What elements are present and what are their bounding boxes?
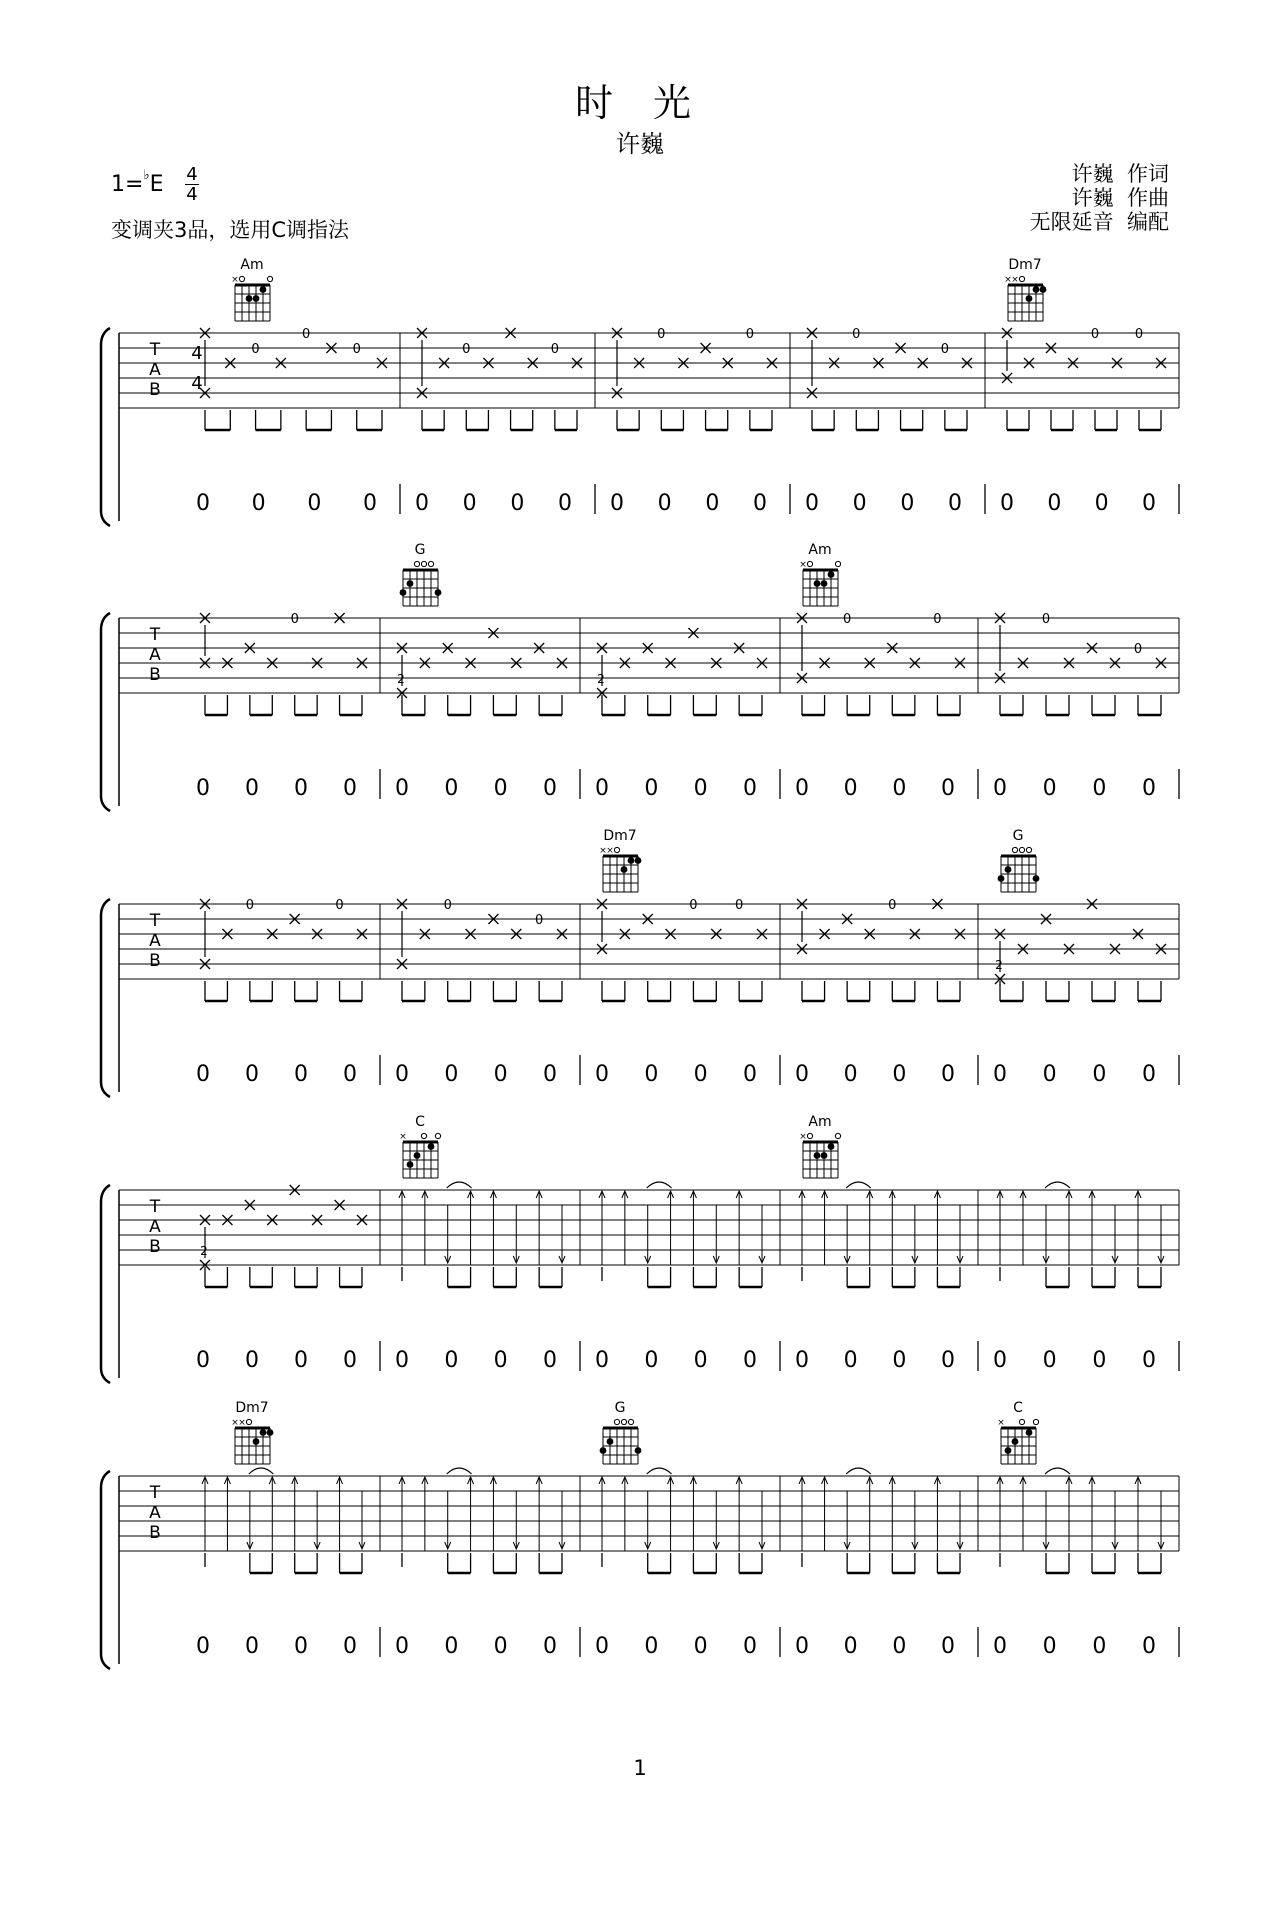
finger-dot: [407, 580, 414, 587]
rhythm-digit: 0: [395, 1062, 409, 1087]
muted-string-mark: ×: [231, 1418, 239, 1428]
fret-number: 2: [995, 958, 1003, 972]
rhythm-digit: 0: [196, 776, 210, 801]
rhythm-digit: 0: [1092, 1634, 1107, 1659]
open-string-mark: [807, 1133, 812, 1138]
chord-name: G: [414, 542, 426, 558]
open-string-mark: [1012, 847, 1017, 852]
finger-dot: [414, 1152, 421, 1159]
finger-dot: [1033, 286, 1040, 293]
rhythm-digit: 0: [644, 1634, 659, 1659]
finger-dot: [621, 866, 628, 873]
rhythm-digit: 0: [395, 1348, 409, 1373]
open-string-mark: [239, 276, 244, 281]
muted-string-mark: ×: [399, 1132, 407, 1142]
rhythm-digit: 0: [294, 1062, 308, 1087]
artist-name: 许巍: [616, 130, 664, 158]
rhythm-measure: [395, 1627, 580, 1659]
rhythm-measure: [993, 769, 1179, 801]
rhythm-digit: 0: [462, 491, 477, 516]
rhythm-digit: 0: [558, 491, 572, 516]
rhythm-digit: 0: [993, 1634, 1007, 1659]
finger-dot: [260, 1429, 267, 1436]
rhythm-digit: 0: [196, 491, 210, 516]
system-bracket: [101, 328, 110, 526]
chord-diagram: [799, 1114, 840, 1178]
rhythm-digit: 0: [843, 1348, 858, 1373]
fret-number: 0: [443, 898, 452, 913]
tab-letter: B: [149, 1237, 161, 1257]
chord-name: C: [415, 1114, 425, 1130]
fret-number: 2: [200, 1244, 208, 1258]
fret-number: 0: [940, 342, 949, 357]
finger-dot: [400, 589, 407, 596]
muted-string-mark: ×: [238, 1418, 246, 1428]
rhythm-digit: 0: [1042, 1062, 1057, 1087]
tab-time-signature: 4: [191, 343, 203, 364]
rhythm-digit: 0: [1042, 1348, 1057, 1373]
muted-string-mark: ×: [997, 1418, 1005, 1428]
rhythm-measure: [795, 1341, 978, 1373]
rhythm-digit: 0: [294, 776, 308, 801]
rhythm-digit: 0: [493, 1634, 508, 1659]
fret-number: 0: [1090, 327, 1100, 342]
page-number: 1: [633, 1756, 647, 1780]
rhythm-digit: 0: [693, 1348, 708, 1373]
tie-arc: [1045, 1468, 1070, 1474]
rhythm-measure: [805, 484, 985, 516]
rhythm-measure: [595, 1341, 780, 1373]
rhythm-digit: 0: [644, 1062, 659, 1087]
rhythm-digit: 0: [753, 491, 767, 516]
open-string-mark: [421, 1133, 426, 1138]
rhythm-measure: [196, 1627, 380, 1659]
chord-diagram: [231, 257, 272, 321]
tab-letter: B: [149, 380, 161, 400]
tab-system: [101, 1182, 1179, 1383]
fret-number: 2: [397, 672, 405, 686]
tab-letter: A: [149, 645, 161, 665]
chord-name: C: [1013, 1400, 1023, 1416]
rhythm-measure: [595, 1055, 780, 1087]
fret-number: 0: [689, 898, 698, 913]
credit-music: 许巍 作曲: [1071, 186, 1169, 210]
rhythm-digit: 0: [196, 1062, 210, 1087]
rhythm-digit: 0: [795, 1348, 809, 1373]
muted-string-mark: ×: [1004, 275, 1012, 285]
rhythm-digit: 0: [693, 776, 708, 801]
finger-dot: [1005, 866, 1012, 873]
rhythm-digit: 0: [795, 1062, 809, 1087]
finger-dot: [1026, 1429, 1033, 1436]
finger-dot: [1026, 295, 1033, 302]
rhythm-digit: 0: [415, 491, 429, 516]
fret-number: 0: [745, 327, 754, 342]
rhythm-digit: 0: [1047, 491, 1062, 516]
muted-string-mark: ×: [1011, 275, 1019, 285]
rhythm-digit: 0: [363, 491, 377, 516]
rhythm-digit: 0: [795, 776, 809, 801]
fret-number: 0: [251, 342, 260, 357]
finger-dot: [1012, 1438, 1019, 1445]
tie-arc: [846, 1468, 871, 1474]
rhythm-digit: 0: [843, 1634, 858, 1659]
finger-dot: [246, 295, 253, 302]
rhythm-digit: 0: [843, 776, 858, 801]
tab-system: [101, 898, 1179, 1097]
tab-letter: B: [149, 1523, 161, 1543]
rhythm-digit: 0: [993, 1348, 1007, 1373]
rhythm-digit: 0: [900, 491, 915, 516]
rhythm-digit: 0: [1092, 1062, 1107, 1087]
rhythm-digit: 0: [941, 1348, 955, 1373]
fret-number: 0: [735, 898, 744, 913]
fret-number: 2: [597, 672, 605, 686]
rhythm-digit: 0: [245, 776, 259, 801]
rhythm-measure: [196, 769, 380, 801]
rhythm-digit: 0: [892, 1348, 907, 1373]
fret-number: 0: [335, 898, 344, 913]
open-string-mark: [246, 1419, 251, 1424]
muted-string-mark: ×: [799, 1132, 807, 1142]
chord-diagram: [231, 1400, 273, 1464]
open-string-mark: [428, 561, 433, 566]
tab-letter: T: [149, 1197, 161, 1217]
system-bracket: [101, 1471, 110, 1669]
rhythm-measure: [1000, 484, 1179, 516]
tab-system: [101, 1468, 1179, 1669]
rhythm-digit: 0: [852, 491, 867, 516]
rhythm-digit: 0: [343, 1348, 357, 1373]
rhythm-digit: 0: [196, 1348, 210, 1373]
tab-measure: [200, 1185, 367, 1287]
fret-number: 0: [657, 327, 666, 342]
rhythm-digit: 0: [1042, 776, 1057, 801]
rhythm-measure: [196, 484, 400, 516]
rhythm-digit: 0: [307, 491, 322, 516]
rhythm-digit: 0: [1042, 1634, 1057, 1659]
tab-letter: A: [149, 1217, 161, 1237]
tie-arc: [447, 1468, 472, 1474]
open-string-mark: [267, 276, 272, 281]
rhythm-digit: 0: [543, 1634, 557, 1659]
chord-name: G: [1012, 828, 1024, 844]
rhythm-measure: [795, 1627, 978, 1659]
finger-dot: [628, 857, 635, 864]
rhythm-measure: [395, 1341, 580, 1373]
finger-dot: [607, 1438, 614, 1445]
rhythm-digit: 0: [1142, 1634, 1156, 1659]
rhythm-digit: 0: [595, 1062, 609, 1087]
rhythm-measure: [415, 484, 595, 516]
capo-instruction: 变调夹3品，选用C调指法: [111, 218, 350, 242]
rhythm-measure: [196, 1341, 380, 1373]
chord-name: Am: [240, 257, 264, 273]
rhythm-digit: 0: [743, 776, 757, 801]
rhythm-digit: 0: [1092, 776, 1107, 801]
chord-name: Dm7: [603, 828, 637, 844]
open-string-mark: [628, 1419, 633, 1424]
rhythm-digit: 0: [1094, 491, 1109, 516]
open-string-mark: [421, 561, 426, 566]
rhythm-measure: [610, 484, 790, 516]
rhythm-digit: 0: [343, 1062, 357, 1087]
song-title: 时 光: [574, 81, 706, 125]
rhythm-digit: 0: [743, 1062, 757, 1087]
chord-diagram: [799, 542, 840, 606]
fret-number: 0: [888, 898, 897, 913]
rhythm-digit: 0: [595, 1634, 609, 1659]
rhythm-digit: 0: [543, 1348, 557, 1373]
rhythm-digit: 0: [941, 1062, 955, 1087]
finger-dot: [828, 571, 835, 578]
rhythm-measure: [993, 1055, 1179, 1087]
finger-dot: [1040, 286, 1047, 293]
time-signature-top: 4: [186, 164, 198, 185]
open-string-mark: [621, 1419, 626, 1424]
system-bracket: [101, 613, 110, 811]
rhythm-digit: 0: [610, 491, 624, 516]
rhythm-digit: 0: [843, 1062, 858, 1087]
rhythm-measure: [795, 769, 978, 801]
rhythm-digit: 0: [941, 1634, 955, 1659]
tie-arc: [647, 1468, 672, 1474]
tab-measure: [995, 899, 1166, 1001]
tab-letter: T: [149, 1483, 161, 1503]
fret-number: 0: [550, 342, 559, 357]
rhythm-digit: 0: [543, 1062, 557, 1087]
rhythm-digit: 0: [693, 1062, 708, 1087]
rhythm-digit: 0: [251, 491, 266, 516]
system-bracket: [101, 1185, 110, 1383]
fret-number: 0: [843, 612, 852, 627]
chord-name: Dm7: [1008, 257, 1042, 273]
fret-number: 0: [852, 327, 861, 342]
rhythm-digit: 0: [510, 491, 525, 516]
rhythm-digit: 0: [1142, 1348, 1156, 1373]
finger-dot: [253, 295, 260, 302]
rhythm-measure: [993, 1627, 1179, 1659]
rhythm-digit: 0: [294, 1348, 308, 1373]
rhythm-measure: [395, 769, 580, 801]
finger-dot: [635, 857, 642, 864]
finger-dot: [635, 1447, 642, 1454]
tab-measure: [397, 628, 567, 715]
rhythm-digit: 0: [543, 776, 557, 801]
tab-measure: [597, 628, 767, 715]
rhythm-measure: [595, 769, 780, 801]
chord-diagram: [400, 542, 442, 606]
rhythm-measure: [595, 1627, 780, 1659]
fret-number: 0: [245, 898, 254, 913]
tab-time-signature: 4: [191, 373, 203, 394]
open-string-mark: [807, 561, 812, 566]
chord-name: G: [614, 1400, 626, 1416]
credit-lyrics: 许巍 作词: [1071, 162, 1169, 186]
key-prefix: 1=: [111, 172, 144, 197]
muted-string-mark: ×: [231, 275, 239, 285]
rhythm-digit: 0: [993, 776, 1007, 801]
tab-letter: A: [149, 931, 161, 951]
rhythm-digit: 0: [795, 1634, 809, 1659]
open-string-mark: [614, 1419, 619, 1424]
muted-string-mark: ×: [599, 846, 607, 856]
rhythm-digit: 0: [395, 776, 409, 801]
open-string-mark: [1019, 276, 1024, 281]
rhythm-digit: 0: [941, 776, 955, 801]
rhythm-digit: 0: [444, 776, 459, 801]
rhythm-digit: 0: [644, 1348, 659, 1373]
fret-number: 0: [535, 913, 544, 928]
fret-number: 0: [462, 342, 471, 357]
chord-diagram: [997, 1400, 1038, 1464]
finger-dot: [600, 1447, 607, 1454]
rhythm-digit: 0: [1000, 491, 1014, 516]
muted-string-mark: ×: [799, 560, 807, 570]
chord-diagram: [399, 1114, 440, 1178]
finger-dot: [1005, 1447, 1012, 1454]
finger-dot: [821, 580, 828, 587]
open-string-mark: [835, 561, 840, 566]
tab-system: [101, 327, 1179, 526]
rhythm-digit: 0: [493, 776, 508, 801]
fret-number: 0: [352, 342, 361, 357]
finger-dot: [407, 1161, 414, 1168]
rhythm-digit: 0: [705, 491, 720, 516]
rhythm-digit: 0: [657, 491, 672, 516]
open-string-mark: [1019, 847, 1024, 852]
rhythm-digit: 0: [743, 1348, 757, 1373]
fret-number: 0: [290, 612, 299, 627]
tab-letter: A: [149, 360, 161, 380]
finger-dot: [260, 286, 267, 293]
rhythm-measure: [395, 1055, 580, 1087]
fret-number: 0: [302, 327, 311, 342]
rhythm-digit: 0: [743, 1634, 757, 1659]
rhythm-digit: 0: [892, 1634, 907, 1659]
finger-dot: [814, 1152, 821, 1159]
chord-diagram: [1004, 257, 1046, 321]
tie-arc: [846, 1182, 871, 1188]
chord-diagram: [600, 1400, 642, 1464]
fret-number: 0: [1134, 327, 1144, 342]
key-letter: E: [149, 172, 164, 197]
open-string-mark: [614, 847, 619, 852]
tab-letter: A: [149, 1503, 161, 1523]
tie-arc: [1045, 1182, 1070, 1188]
rhythm-digit: 0: [444, 1348, 459, 1373]
rhythm-digit: 0: [493, 1348, 508, 1373]
rhythm-digit: 0: [644, 776, 659, 801]
rhythm-digit: 0: [245, 1062, 259, 1087]
rhythm-measure: [795, 1055, 978, 1087]
flat-symbol: ♭: [143, 168, 150, 183]
credit-arrangement: 无限延音 编配: [1029, 210, 1169, 234]
rhythm-digit: 0: [693, 1634, 708, 1659]
rhythm-digit: 0: [444, 1062, 459, 1087]
fret-number: 0: [1133, 642, 1143, 657]
rhythm-digit: 0: [343, 776, 357, 801]
rhythm-digit: 0: [196, 1634, 210, 1659]
tab-system: [101, 612, 1179, 811]
finger-dot: [1033, 875, 1040, 882]
time-signature-bottom: 4: [186, 184, 198, 205]
rhythm-digit: 0: [444, 1634, 459, 1659]
chord-diagram: [599, 828, 641, 892]
finger-dot: [253, 1438, 260, 1445]
rhythm-digit: 0: [595, 776, 609, 801]
rhythm-digit: 0: [948, 491, 962, 516]
finger-dot: [998, 875, 1005, 882]
rhythm-digit: 0: [1142, 776, 1156, 801]
fret-number: 0: [933, 612, 942, 627]
open-string-mark: [435, 1133, 440, 1138]
rhythm-measure: [993, 1341, 1179, 1373]
rhythm-digit: 0: [892, 1062, 907, 1087]
tab-letter: T: [149, 340, 161, 360]
rhythm-digit: 0: [1092, 1348, 1107, 1373]
rhythm-digit: 0: [343, 1634, 357, 1659]
finger-dot: [814, 580, 821, 587]
open-string-mark: [1019, 1419, 1024, 1424]
chord-diagram: [998, 828, 1040, 892]
rhythm-digit: 0: [1142, 1062, 1156, 1087]
rhythm-digit: 0: [1142, 491, 1156, 516]
fret-number: 0: [1041, 612, 1051, 627]
rhythm-digit: 0: [993, 1062, 1007, 1087]
open-string-mark: [1033, 1419, 1038, 1424]
open-string-mark: [835, 1133, 840, 1138]
tab-measure: [417, 328, 582, 430]
finger-dot: [821, 1152, 828, 1159]
rhythm-digit: 0: [395, 1634, 409, 1659]
rhythm-digit: 0: [294, 1634, 308, 1659]
finger-dot: [428, 1143, 435, 1150]
chord-name: Am: [808, 542, 832, 558]
chord-name: Dm7: [235, 1400, 269, 1416]
open-string-mark: [1026, 847, 1031, 852]
system-bracket: [101, 899, 110, 1097]
tie-arc: [447, 1182, 472, 1188]
finger-dot: [435, 589, 442, 596]
tie-arc: [647, 1182, 672, 1188]
rhythm-digit: 0: [892, 776, 907, 801]
rhythm-measure: [196, 1055, 380, 1087]
muted-string-mark: ×: [606, 846, 614, 856]
rhythm-digit: 0: [595, 1348, 609, 1373]
open-string-mark: [414, 561, 419, 566]
rhythm-digit: 0: [245, 1634, 259, 1659]
tab-letter: T: [149, 911, 161, 931]
tab-letter: B: [149, 665, 161, 685]
chord-name: Am: [808, 1114, 832, 1130]
tie-arc: [249, 1468, 273, 1474]
finger-dot: [267, 1429, 274, 1436]
tab-letter: B: [149, 951, 161, 971]
rhythm-digit: 0: [245, 1348, 259, 1373]
rhythm-digit: 0: [805, 491, 819, 516]
rhythm-digit: 0: [493, 1062, 508, 1087]
finger-dot: [828, 1143, 835, 1150]
tab-letter: T: [149, 625, 161, 645]
